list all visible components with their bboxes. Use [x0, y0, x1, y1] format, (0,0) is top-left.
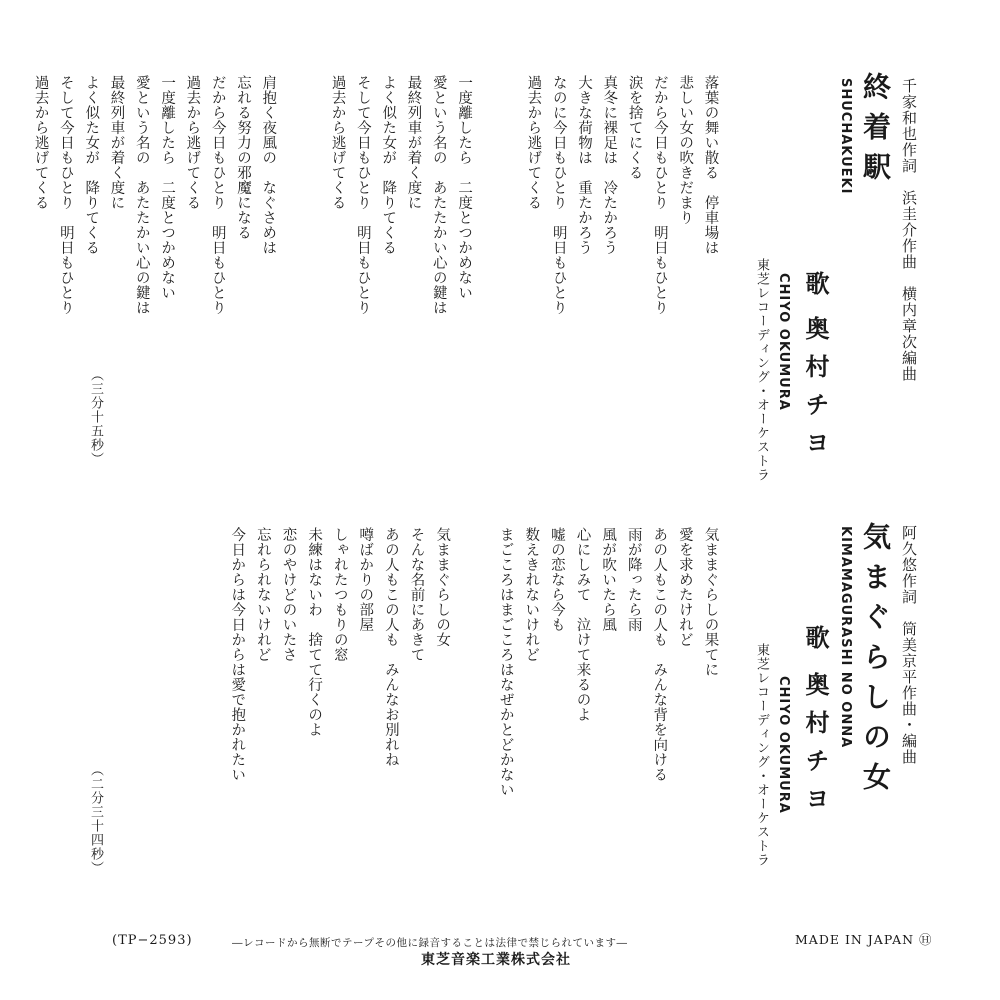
lyric-line: 愛という名の あたたかい心の鍵は — [133, 75, 150, 315]
lyric-line: 気ままぐらしの女 — [434, 527, 451, 647]
lyric-line: 過去から逃げてくる — [329, 75, 346, 210]
lyric-line: まごころはまごころはなぜかとどかない — [497, 527, 514, 797]
song2-credits: 阿久悠作詞 筒美京平作曲・編曲 — [900, 525, 918, 765]
lyric-line: 未練はないわ 捨てて行くのよ — [306, 527, 323, 737]
lyric-line: 過去から逃げてくる — [32, 75, 49, 210]
lyric-line: だから今日もひとり 明日もひとり — [209, 75, 226, 315]
song2-orchestra: 東芝レコーディング・オーケストラ — [754, 643, 769, 867]
lyric-line: 一度離したら 二度とつかめない — [159, 75, 176, 300]
lyric-line: よく似た女が 降りてくる — [83, 75, 100, 255]
lyric-line: なのに今日もひとり 明日もひとり — [550, 75, 567, 315]
song2-duration: （二分三十四秒） — [88, 763, 103, 875]
song2-singer-prefix: 歌 — [801, 625, 829, 663]
lyric-line: あの人もこの人も みんなお別れね — [382, 527, 399, 767]
lyric-line: だから今日もひとり 明日もひとり — [651, 75, 668, 315]
lyric-line: 過去から逃げてくる — [184, 75, 201, 210]
lyric-line: 過去から逃げてくる — [525, 75, 542, 210]
company-name: 東芝音楽工業株式会社 — [421, 952, 571, 968]
song2-singer-romaji: CHIYO OKUMURA — [776, 676, 791, 814]
lyric-line: そして今日もひとり 明日もひとり — [57, 75, 74, 315]
lyric-line: しゃれたつもりの窓 — [331, 527, 348, 662]
lyric-line: あの人もこの人も みんな背を向ける — [651, 527, 668, 782]
song2-title: 気まぐらしの女 — [859, 522, 892, 802]
copyright-notice: ―レコードから無断でテープその他に録音することは法律で禁じられています― — [232, 937, 628, 949]
song2-singer: 奥村チヨ — [801, 672, 829, 824]
song1-orchestra: 東芝レコーディング・オーケストラ — [754, 258, 769, 482]
song1-title: 終着駅 — [859, 72, 892, 192]
catalog-number: (TP−2593) — [112, 933, 193, 948]
lyric-line: 真冬に裸足は 冷たかろう — [601, 75, 618, 255]
lyric-line: 最終列車が着く度に — [405, 75, 422, 210]
lyric-line: 忘れる努力の邪魔になる — [235, 75, 251, 240]
lyric-line: 涙を捨てにくる — [626, 75, 643, 180]
song1-credits: 千家和也作詞 浜圭介作曲 横内章次編曲 — [900, 78, 918, 382]
lyric-line: 風が吹いたら風 — [600, 527, 617, 632]
lyric-line: 愛を求めたけれど — [676, 527, 693, 647]
lyric-line: 噂ばかりの部屋 — [357, 527, 374, 632]
lyric-line: 落葉の舞い散る 停車場は — [702, 75, 719, 255]
lyric-line: 愛という名の あたたかい心の鍵は — [430, 75, 447, 315]
lyric-line: 悲しい女の吹きだまり — [677, 75, 694, 225]
lyric-line: 肩抱く夜風の なぐさめは — [260, 75, 277, 255]
song2-romaji: KIMAMAGURASHI NO ONNA — [838, 526, 853, 749]
song1-singer-prefix: 歌 — [801, 271, 829, 309]
song1-duration: （三分十五秒） — [88, 368, 103, 466]
lyric-line: 数えきれないけれど — [523, 527, 540, 662]
lyric-line: 恋のやけどのいたさ — [280, 527, 297, 662]
lyric-line: 気ままぐらしの果てに — [702, 527, 719, 677]
lyric-line: 心にしみて 泣けて来るのよ — [574, 527, 591, 722]
made-in-japan: MADE IN JAPAN Ⓗ — [795, 932, 933, 947]
lyric-line: 今日からは今日からは愛で抱かれたい — [229, 527, 246, 782]
lyric-line: 最終列車が着く度に — [108, 75, 125, 210]
lyric-line: 嘘の恋なら今も — [548, 527, 565, 632]
song1-romaji: SHUCHAKUEKI — [838, 78, 853, 195]
lyric-line: そんな名前にあきて — [408, 527, 425, 662]
lyric-line: 一度離したら 二度とつかめない — [456, 75, 473, 300]
song1-singer-romaji: CHIYO OKUMURA — [776, 273, 791, 411]
lyric-line: よく似た女が 降りてくる — [380, 75, 397, 255]
lyric-line: 雨が降ったら雨 — [625, 527, 642, 632]
lyric-line: 忘れられないけれど — [254, 527, 271, 662]
song1-singer: 奥村チヨ — [801, 316, 829, 468]
lyric-line: 大きな荷物は 重たかろう — [576, 75, 592, 255]
lyric-line: そして今日もひとり 明日もひとり — [354, 75, 371, 315]
